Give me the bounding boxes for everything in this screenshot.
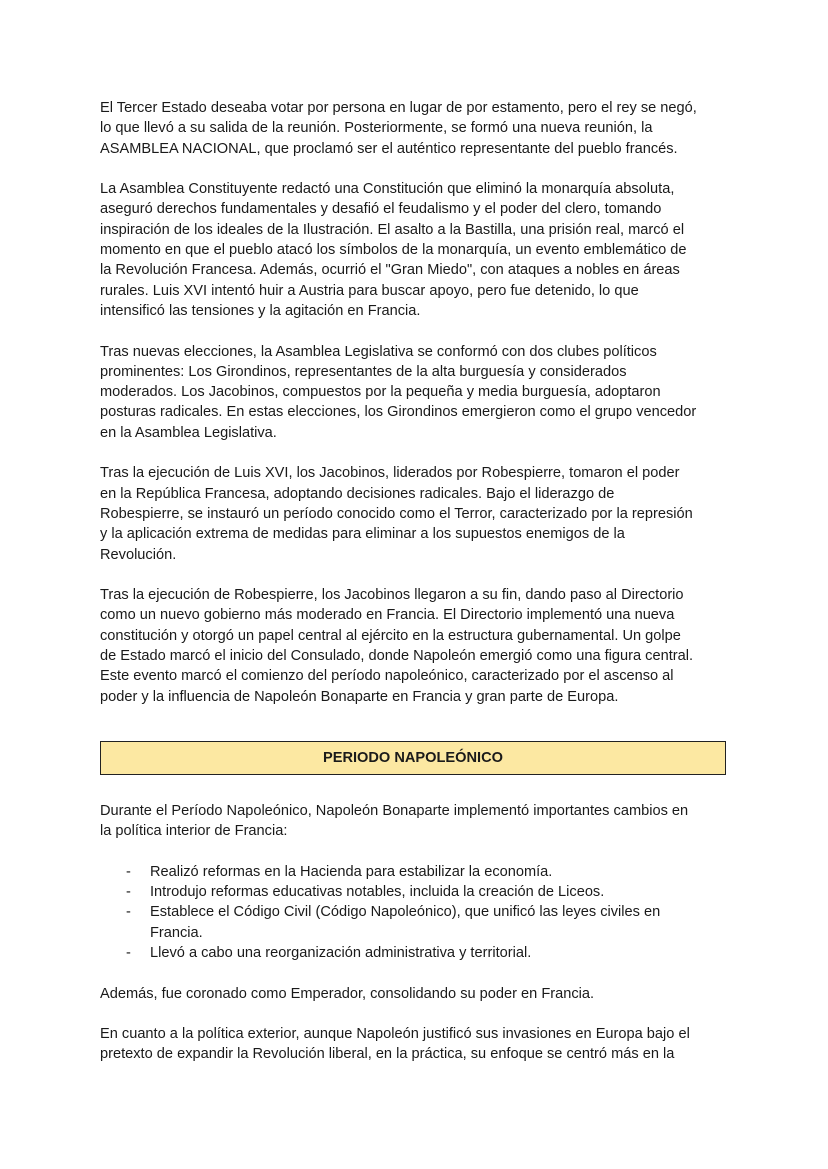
bullet-dash: - (126, 863, 131, 880)
text-line: posturas radicales. En estas elecciones, los Girondinos emergieron como el grupo vencedor (100, 404, 697, 421)
document-page (100, 98, 740, 1085)
paragraph (100, 179, 740, 321)
text-line: Llevó a cabo una reorganización administrativa y territorial. (150, 944, 532, 961)
text-line: y la aplicación extrema de medidas para eliminar a los supuestos enemigos de la (100, 526, 625, 543)
text-line: moderados. Los Jacobinos, compuestos por la pequeña y media burguesía, adoptaron (100, 384, 661, 401)
text-line: El Tercer Estado deseaba votar por persona en lugar de por estamento, pero el rey se negó, (100, 100, 697, 116)
section-heading-box (100, 741, 726, 775)
text-line: Tras la ejecución de Luis XVI, los Jacobinos, liderados por Robespierre, tomaron el poder (100, 465, 680, 482)
text-line: rurales. Luis XVI intentó huir a Austria para buscar apoyo, pero fue detenido, lo que (100, 282, 639, 299)
intro-paragraph (100, 801, 740, 842)
text-line: momento en que el pueblo atacó los símbolos de la monarquía, un evento emblemático de (100, 242, 687, 259)
text-line: poder y la influencia de Napoleón Bonaparte en Francia y gran parte de Europa. (100, 688, 619, 705)
text-line: en la Asamblea Legislativa. (100, 424, 277, 441)
text-line: la política interior de Francia: (100, 823, 288, 840)
text-line: Robespierre, se instauró un período conocido como el Terror, caracterizado por la represión (100, 505, 693, 522)
list-item (100, 862, 740, 882)
text-line: aseguró derechos fundamentales y desafió el feudalismo y el poder del clero, tomando (100, 201, 662, 218)
text-line: intensificó las tensiones y la agitación en Francia. (100, 302, 421, 319)
text-line: Establece el Código Civil (Código Napoleónico), que unificó las leyes civiles en (150, 904, 661, 921)
text-line: de Estado marcó el inicio del Consulado, donde Napoleón emergió como una figura central. (100, 648, 694, 665)
text-line: Francia. (150, 924, 203, 941)
text-line: La Asamblea Constituyente redactó una Constitución que eliminó la monarquía absoluta, (100, 181, 675, 198)
text-line: Además, fue coronado como Emperador, consolidando su poder en Francia. (100, 985, 595, 1002)
text-line: Realizó reformas en la Hacienda para estabilizar la economía. (150, 863, 553, 880)
text-line: inspiración de los ideales de la Ilustración. El asalto a la Bastilla, una prisión real, marcó el (100, 221, 685, 238)
paragraph (100, 98, 740, 159)
text-line: Tras nuevas elecciones, la Asamblea Legislativa se conformó con dos clubes políticos (100, 343, 657, 360)
text-line: Tras la ejecución de Robespierre, los Jacobinos llegaron a su fin, dando paso al Directorio (100, 587, 684, 604)
list-item (100, 943, 740, 963)
text-line: Introdujo reformas educativas notables, incluida la creación de Liceos. (150, 884, 605, 901)
text-line: prominentes: Los Girondinos, representantes de la alta burguesía y considerados (100, 363, 627, 380)
coronation-paragraph (100, 984, 740, 1004)
text-line: la Revolución Francesa. Además, ocurrió el "Gran Miedo", con ataques a nobles en áreas (100, 262, 680, 279)
text-line: constitución y otorgó un papel central al ejército en la estructura gubernamental. Un golpe (100, 627, 681, 644)
list-item (100, 902, 740, 943)
bullet-dash: - (126, 904, 131, 921)
text-line: lo que llevó a su salida de la reunión. Posteriormente, se formó una nueva reunión, la (100, 120, 653, 137)
paragraph (100, 585, 740, 707)
bullet-dash: - (126, 944, 131, 961)
text-line: como un nuevo gobierno más moderado en Francia. El Directorio implementó una nueva (100, 607, 675, 624)
text-line: Este evento marcó el comienzo del período napoleónico, caracterizado por el ascenso al (100, 668, 674, 685)
text-line: en la República Francesa, adoptando decisiones radicales. Bajo el liderazgo de (100, 485, 615, 502)
list-item (100, 882, 740, 902)
paragraph (100, 342, 740, 443)
paragraphs-before-heading (100, 98, 740, 707)
text-line: Revolución. (100, 546, 177, 563)
bullet-dash: - (126, 884, 131, 901)
text-line: En cuanto a la política exterior, aunque Napoleón justificó sus invasiones en Europa bajo el (100, 1026, 690, 1043)
text-line: ASAMBLEA NACIONAL, que proclamó ser el auténtico representante del pueblo francés. (100, 140, 678, 157)
paragraph (100, 463, 740, 564)
section-heading: PERIODO NAPOLEÓNICO (322, 749, 503, 766)
text-line: pretexto de expandir la Revolución liberal, en la práctica, su enfoque se centró más en la (100, 1046, 675, 1063)
foreign-policy-paragraph (100, 1024, 740, 1065)
reform-list (100, 862, 740, 963)
text-line: Durante el Período Napoleónico, Napoleón Bonaparte implementó importantes cambios en (100, 802, 689, 819)
